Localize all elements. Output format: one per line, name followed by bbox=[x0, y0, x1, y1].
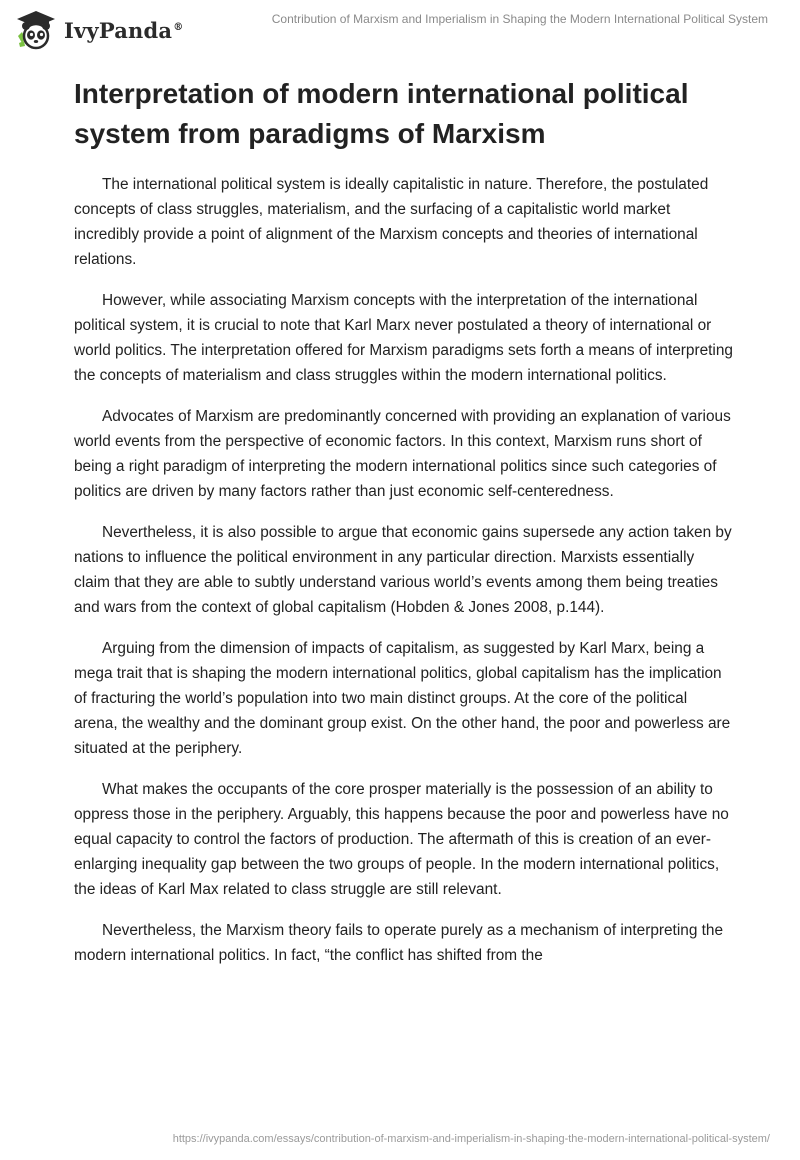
paragraph: What makes the occupants of the core prosper materially is the possession of an ability to oppress those in the periphery. Arguably, this happens because the poor and powerless have no equal capacity to control the factors of production. The aftermath of this is creation of an ever-enlarging inequality gap between the two groups of people. In the modern international politics, the ideas of Karl Max related to class struggle are still relevant. bbox=[74, 781, 729, 898]
page-header bbox=[0, 0, 800, 60]
section-heading: Interpretation of modern international political system from paradigms of Marxism bbox=[74, 78, 689, 149]
document-title: Contribution of Marxism and Imperialism in Shaping the Modern International Political System bbox=[271, 12, 768, 26]
paragraph: Advocates of Marxism are predominantly concerned with providing an explanation of various world events from the perspective of economic factors. In this context, Marxism runs short of being a right paradigm of interpreting the modern international politics since such categories of politics are driven by many factors rather than just economic self-centeredness. bbox=[74, 408, 731, 500]
brand-name bbox=[64, 18, 183, 43]
brand-registered-mark: ® bbox=[173, 21, 184, 33]
paragraph: However, while associating Marxism concepts with the interpretation of the international political system, it is crucial to note that Karl Marx never postulated a theory of international or world politics. The interpretation offered for Marxism paradigms sets forth a means of interpreting the concepts of materialism and class struggles within the modern international politics. bbox=[74, 292, 733, 384]
ivypanda-logo-icon bbox=[14, 8, 58, 52]
paragraph: Nevertheless, it is also possible to argue that economic gains supersede any action taken by nations to influence the political environment in any particular direction. Marxists essentially claim that they are able to subtly understand various world’s events among them being treaties and wars from the context of global capitalism (Hobden & Jones 2008, p.144). bbox=[74, 524, 732, 616]
article-body bbox=[74, 172, 734, 984]
brand-logo-link[interactable] bbox=[14, 8, 183, 52]
paragraph: Arguing from the dimension of impacts of capitalism, as suggested by Karl Marx, being a mega trait that is shaping the modern international politics, global capitalism has the implication of fracturing the world’s population into two main distinct groups. At the core of the political arena, the wealthy and the dominant group exist. On the other hand, the poor and powerless are situated at the periphery. bbox=[74, 640, 731, 757]
paragraph: Nevertheless, the Marxism theory fails to operate purely as a mechanism of interpreting the modern international politics. In fact, “the conflict has shifted from the bbox=[74, 922, 724, 964]
footer-source-url[interactable]: https://ivypanda.com/essays/contribution-of-marxism-and-imperialism-in-shaping-the-modern-international-political-system/ bbox=[172, 1133, 770, 1145]
brand-name-text: IvyPanda bbox=[64, 17, 173, 43]
paragraph: The international political system is ideally capitalistic in nature. Therefore, the postulated concepts of class struggles, materialism, and the surfacing of a capitalistic world market incredibly provide a point of alignment of the Marxism concepts and theories of international relations. bbox=[74, 176, 709, 268]
